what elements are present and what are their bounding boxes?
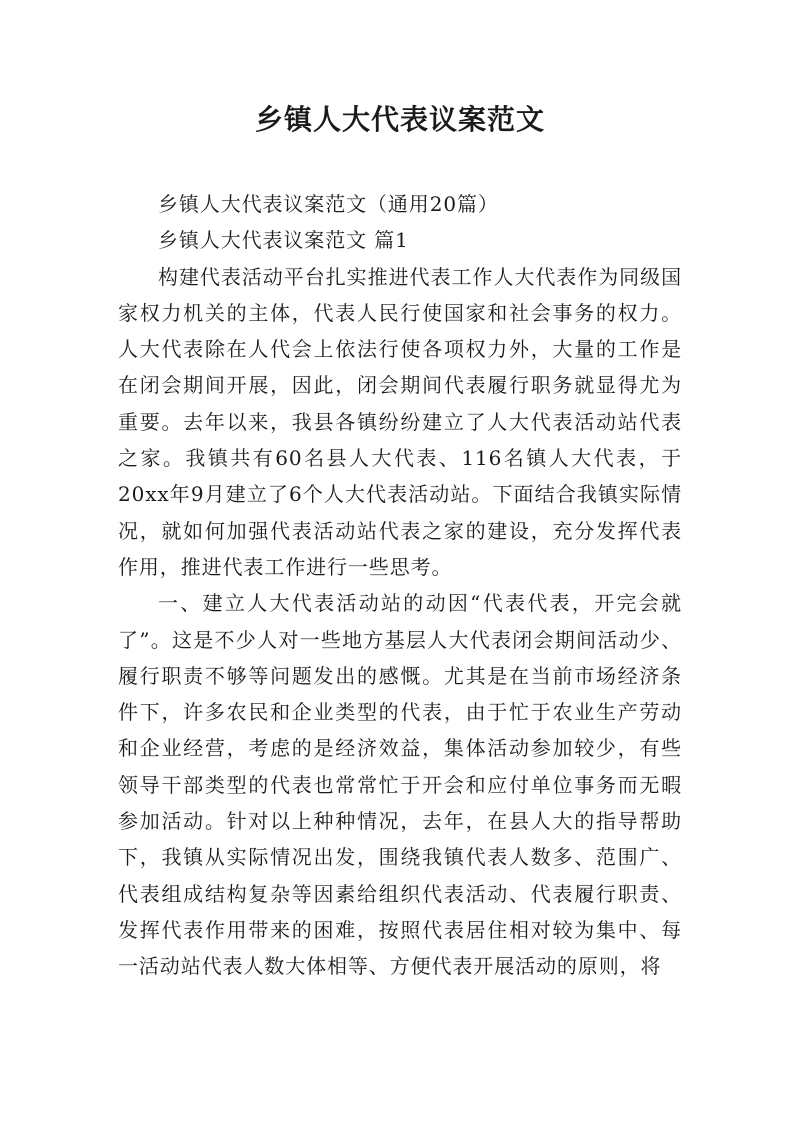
paragraph-2: 一、建立人大代表活动站的动因“代表代表，开完会就了”。这是不少人对一些地方基层人大代表闭会期间活动少、履行职责不够等问题发出的感慨。尤其是在当前市场经济条件下，许多农民和企业类型的代表，由于忙于农业生产劳动和企业经营，考虑的是经济效益，集体活动参加较少，有些领导干部类型的代表也常常忙于开会和应付单位事务而无暇参加活动。针对以上种种情况，去年，在县人大的指导帮助下，我镇从实际情况出发，围绕我镇代表人数多、范围广、代表组成结构复杂等因素给组织代表活动、代表履行职责、发挥代表作用带来的困难，按照代表居住相对较为集中、每一活动站代表人数大体相等、方便代表开展活动的原则，将 [118,591,682,979]
paragraph-1: 构建代表活动平台扎实推进代表工作人大代表作为同级国家权力机关的主体，代表人民行使国家和社会事务的权力。人大代表除在人代会上依法行使各项权力外，大量的工作是在闭会期间开展，因此，闭会期间代表履行职务就显得尤为重要。去年以来，我县各镇纷纷建立了人大代表活动站代表之家。我镇共有60名县人大代表、116名镇人大代表，于20xx年9月建立了6个人大代表活动站。下面结合我镇实际情况，就如何加强代表活动站代表之家的建设，充分发挥代表作用，推进代表工作进行一些思考。 [118,264,682,579]
section-heading: 乡镇人大代表议案范文 篇1 [158,228,409,253]
document-body [118,186,682,985]
document-title: 乡镇人大代表议案范文 [254,103,545,136]
document-subtitle: 乡镇人大代表议案范文（通用20篇） [158,192,499,216]
